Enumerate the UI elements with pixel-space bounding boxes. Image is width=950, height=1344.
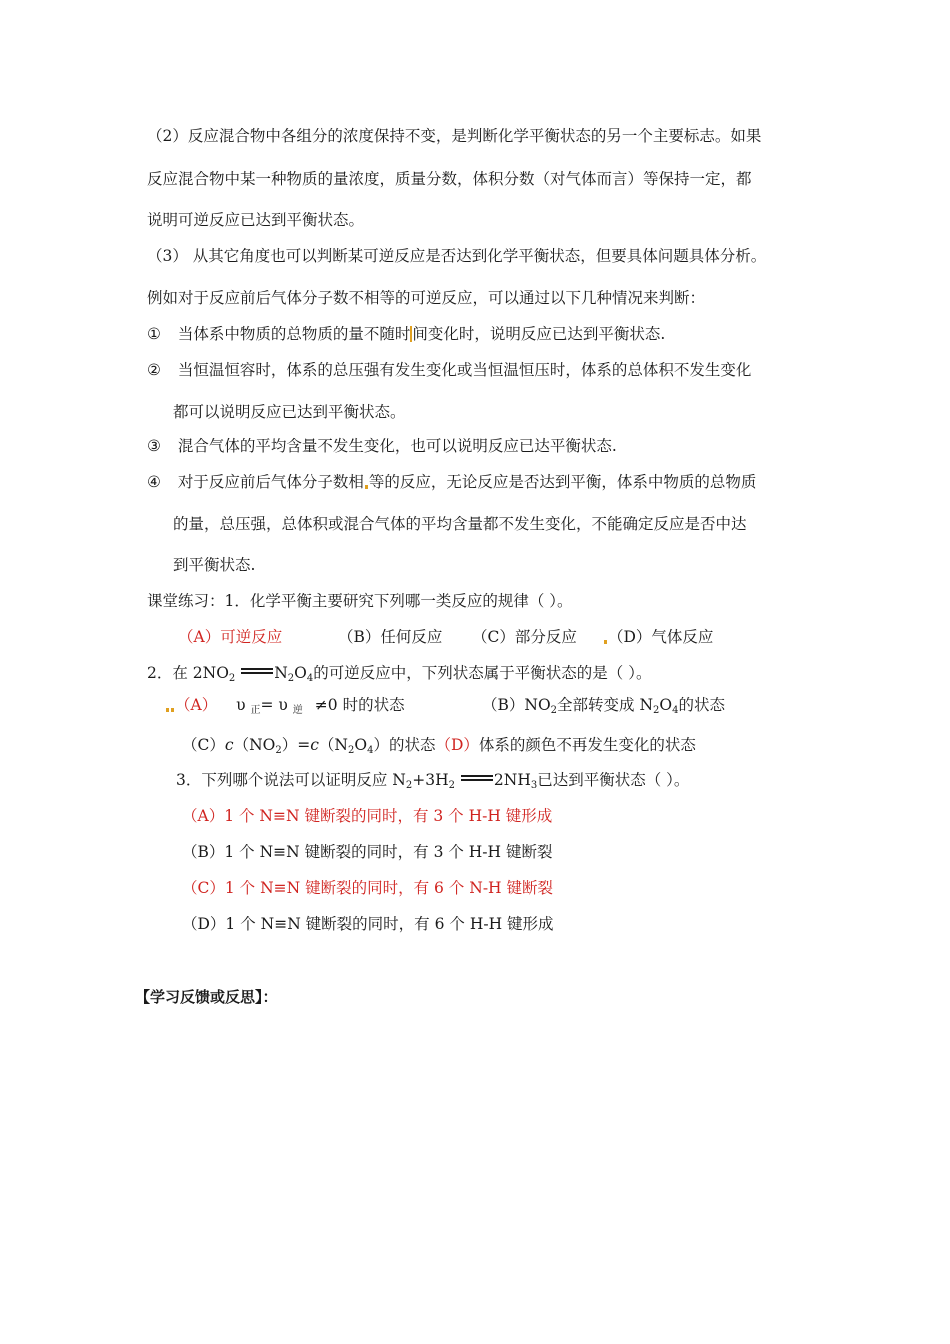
question-1-option-a: （A）可逆反应 (178, 628, 283, 646)
question-3-stem: 3．下列哪个说法可以证明反应 $N_2+3H_2$ $2NH_3$已达到平衡状态（ ）。 (176, 771, 690, 791)
question-2-option-a: （A） υ $_正$= υ $_逆$ ≠0 时的状态 (165, 695, 405, 721)
reversible-arrow-icon (241, 665, 273, 677)
paragraph-2-line-2: 反应混合物中某一种物质的量浓度，质量分数，体积分数（对气体而言）等保持一定，都 (147, 170, 752, 188)
list-item-2-line-2: 都可以说明反应已达到平衡状态。 (173, 403, 406, 421)
question-3-option-d: （D）1 个 N≡N 键断裂的同时，有 6 个 H-H 键形成 (182, 915, 554, 933)
highlight-mark (166, 708, 169, 712)
list-item-4-line-2: 的量，总压强，总体积或混合气体的平均含量都不发生变化，不能确定反应是否中达 (173, 515, 747, 533)
highlight-mark (365, 485, 368, 489)
question-3-option-a: （A）1 个 N≡N 键断裂的同时，有 3 个 H-H 键形成 (182, 807, 553, 825)
paragraph-3-line-2: 例如对于反应前后气体分子数不相等的可逆反应，可以通过以下几种情况来判断： (147, 289, 706, 307)
question-2-option-d-label: （D） (435, 736, 479, 754)
question-1-option-c: （C）部分反应 (472, 628, 577, 646)
list-item-2: ② 当恒温恒容时，体系的总压强有发生变化或当恒温恒压时，体系的总体积不发生变化 (147, 361, 752, 379)
highlight-mark (604, 640, 607, 644)
exercise-intro: 课堂练习：1．化学平衡主要研究下列哪一类反应的规律（ ）。 (147, 592, 573, 610)
list-item-number: ④ (147, 473, 161, 491)
paragraph-2-line-3: 说明可逆反应已达到平衡状态。 (147, 211, 365, 229)
paragraph-3-line-1: （3） 从其它角度也可以判断某可逆反应是否达到化学平衡状态，但要具体问题具体分析。 (147, 247, 767, 265)
list-item-number: ② (147, 361, 161, 379)
question-1-option-d: （D）气体反应 (603, 627, 713, 647)
question-2-option-d: 体系的颜色不再发生变化的状态 (478, 736, 696, 754)
list-item-1: ① 当体系中物质的总物质的量不随时 间变化时，说明反应已达到平衡状态. (147, 325, 666, 343)
list-item-4-line-3: 到平衡状态. (173, 556, 256, 574)
list-item-number: ① (147, 325, 161, 343)
list-item-4: ④ 对于反应前后气体分子数相 等的反应，无论反应是否达到平衡，体系中物质的总物质 (147, 473, 757, 491)
question-1-option-b: （B）任何反应 (338, 628, 443, 646)
list-item-3: ③ 混合气体的平均含量不发生变化，也可以说明反应已达平衡状态. (147, 437, 617, 455)
reversible-arrow-icon (461, 772, 493, 784)
feedback-heading: 【学习反馈或反思】： (135, 988, 278, 1006)
paragraph-2-line-1: （2）反应混合物中各组分的浓度保持不变，是判断化学平衡状态的另一个主要标志。如果 (147, 127, 762, 145)
list-item-number: ③ (147, 437, 161, 455)
question-2-option-b: $(B)NO_2$全部转变成 $N_2O_4$的状态 (482, 696, 726, 716)
question-2-stem: 2．在 $2NO_2$ $N_2O_4$的可逆反应中，下列状态属于平衡状态的是（ ）。 (147, 664, 652, 684)
question-3-option-c: （C）1 个 N≡N 键断裂的同时，有 6 个 N-H 键断裂 (182, 879, 554, 897)
question-2-option-c-d: $(C)c(NO_2)=c(N_2O_4)$的状态（D）体系的颜色不再发生变化的状态 (182, 736, 696, 756)
question-3-option-b: （B）1 个 N≡N 键断裂的同时，有 3 个 H-H 键断裂 (182, 843, 553, 861)
highlight-mark (171, 708, 174, 712)
